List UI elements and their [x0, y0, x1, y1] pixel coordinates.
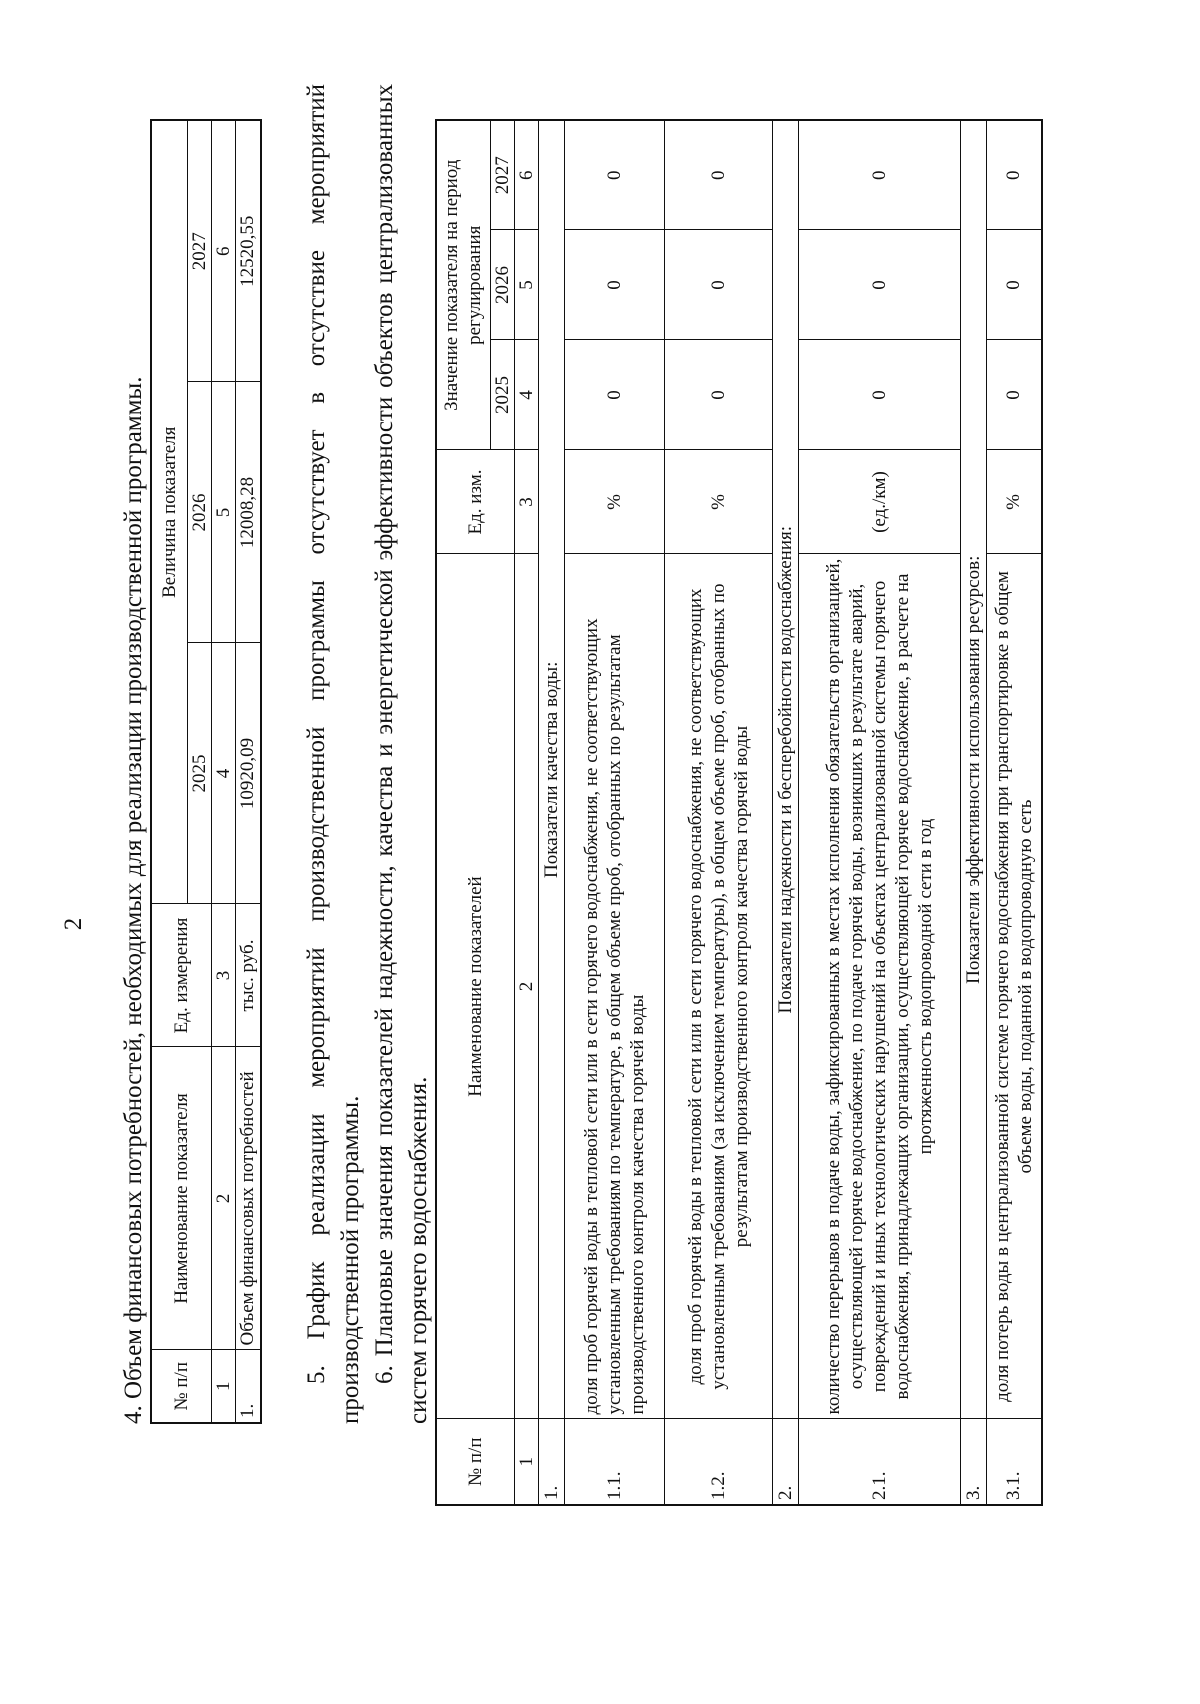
- fin-header-value-group: Величина показателя: [151, 120, 187, 904]
- ind-row-value-2026: 0: [664, 230, 772, 340]
- ind-row-name: доля потерь воды в централизованной системе горячего водоснабжения при транспортировке в общем объеме воды, поданной в водопроводную сеть: [986, 554, 1042, 1419]
- fin-header-name: Наименование показателя: [151, 1047, 211, 1350]
- fin-header-year-2026: 2026: [187, 382, 211, 643]
- section-6-paragraph: 6. Плановые значения показателей надежности, качества и энергетической эффективности объектов централизованных систем горячего водоснабжения.: [371, 84, 432, 1424]
- page-number: 2: [60, 917, 87, 931]
- fin-row-unit: тыс. руб.: [235, 904, 261, 1047]
- ind-row-value-2026: 0: [564, 230, 664, 340]
- ind-group-no: 1.: [538, 1419, 564, 1505]
- ind-group-title: Показатели эффективности использования ресурсов:: [960, 120, 986, 1419]
- fin-row-value-2027: 12520,55: [235, 120, 261, 382]
- ind-group-no: 2.: [772, 1419, 798, 1505]
- ind-row-unit: (ед./км): [798, 450, 960, 554]
- ind-header-name: Наименование показателей: [436, 554, 514, 1419]
- ind-row-value-2025: 0: [798, 340, 960, 450]
- fin-colnum-6: 6: [211, 120, 235, 382]
- ind-header-year-2027: 2027: [490, 120, 514, 230]
- ind-group-header: [960, 120, 986, 1505]
- ind-group-header: [538, 120, 564, 1505]
- ind-header-year-2026: 2026: [490, 230, 514, 340]
- ind-header-value-group: Значение показателя на период регулирования: [436, 120, 490, 450]
- ind-row-no: 2.1.: [798, 1419, 960, 1505]
- ind-row-value-2027: 0: [798, 120, 960, 230]
- ind-row-no: 1.1.: [564, 1419, 664, 1505]
- ind-row-unit: %: [664, 450, 772, 554]
- ind-row-value-2025: 0: [564, 340, 664, 450]
- ind-row: [664, 120, 772, 1505]
- fin-colnum-2: 2: [211, 1047, 235, 1350]
- ind-group-no: 3.: [960, 1419, 986, 1505]
- ind-row-name: доля проб горячей воды в тепловой сети или в сети горячего водоснабжения, не соответствующих установленным требованиям (за исключением температуры), в общем объеме проб, отобранных по результатам производственного контроля качества горячей воды: [664, 554, 772, 1419]
- ind-header-unit: Ед. изм.: [436, 450, 514, 554]
- ind-row: [564, 120, 664, 1505]
- ind-colnum-4: 4: [514, 340, 538, 450]
- ind-row-name: количество перерывов в подаче воды, зафиксированных в местах исполнения обязательств организацией, осуществляющей горячее водоснабжение, по подаче горячей воды, возникших в результате аварий, повреждений и иных технологических нарушений на объектах централизованной системы горячего водоснабжения, принадлежащих организации, осуществляющей горячее водоснабжение, в расчете на протяженность водопроводной сети в год: [798, 554, 960, 1419]
- ind-row: [986, 120, 1042, 1505]
- ind-colnum-6: 6: [514, 120, 538, 230]
- ind-row-value-2026: 0: [798, 230, 960, 340]
- fin-row-1: [235, 120, 261, 1423]
- ind-row-value-2027: 0: [564, 120, 664, 230]
- indicators-table: [435, 119, 1043, 1506]
- fin-header-year-2025: 2025: [187, 643, 211, 904]
- fin-colnum-1: 1: [211, 1350, 235, 1423]
- ind-colnum-3: 3: [514, 450, 538, 554]
- section-5-paragraph: 5. График реализации мероприятий производственной программы отсутствует в отсутствие мероприятий производственной программы.: [303, 84, 364, 1424]
- ind-row-no: 1.2.: [664, 1419, 772, 1505]
- fin-header-unit: Ед. измерения: [151, 904, 211, 1047]
- financial-needs-table: [150, 119, 262, 1424]
- fin-header-year-2027: 2027: [187, 120, 211, 382]
- fin-colnum-3: 3: [211, 904, 235, 1047]
- ind-colnum-1: 1: [514, 1419, 538, 1505]
- fin-colnum-5: 5: [211, 382, 235, 643]
- ind-colnum-2: 2: [514, 554, 538, 1419]
- ind-row-value-2027: 0: [986, 120, 1042, 230]
- fin-header-no: № п/п: [151, 1350, 211, 1423]
- ind-row-unit: %: [986, 450, 1042, 554]
- ind-row: [798, 120, 960, 1505]
- ind-row-value-2025: 0: [986, 340, 1042, 450]
- ind-row-unit: %: [564, 450, 664, 554]
- ind-header-year-2025: 2025: [490, 340, 514, 450]
- fin-row-value-2026: 12008,28: [235, 382, 261, 643]
- ind-header-no: № п/п: [436, 1419, 514, 1505]
- ind-row-value-2027: 0: [664, 120, 772, 230]
- section-4-heading: 4. Объем финансовых потребностей, необходимых для реализации производственной программы.: [120, 376, 147, 1424]
- ind-colnum-5: 5: [514, 230, 538, 340]
- ind-group-title: Показатели качества воды:: [538, 120, 564, 1419]
- ind-row-name: доля проб горячей воды в тепловой сети или в сети горячего водоснабжения, не соответствующих установленным требованиям по температуре, в общем объеме проб, отобранных по результатам производственного контроля качества горячей воды: [564, 554, 664, 1419]
- ind-group-title: Показатели надежности и бесперебойности водоснабжения:: [772, 120, 798, 1419]
- ind-group-header: [772, 120, 798, 1505]
- ind-row-value-2025: 0: [664, 340, 772, 450]
- fin-row-name: Объем финансовых потребностей: [235, 1047, 261, 1350]
- fin-row-value-2025: 10920,09: [235, 643, 261, 904]
- fin-row-no: 1.: [235, 1350, 261, 1423]
- fin-colnum-4: 4: [211, 643, 235, 904]
- ind-row-value-2026: 0: [986, 230, 1042, 340]
- ind-row-no: 3.1.: [986, 1419, 1042, 1505]
